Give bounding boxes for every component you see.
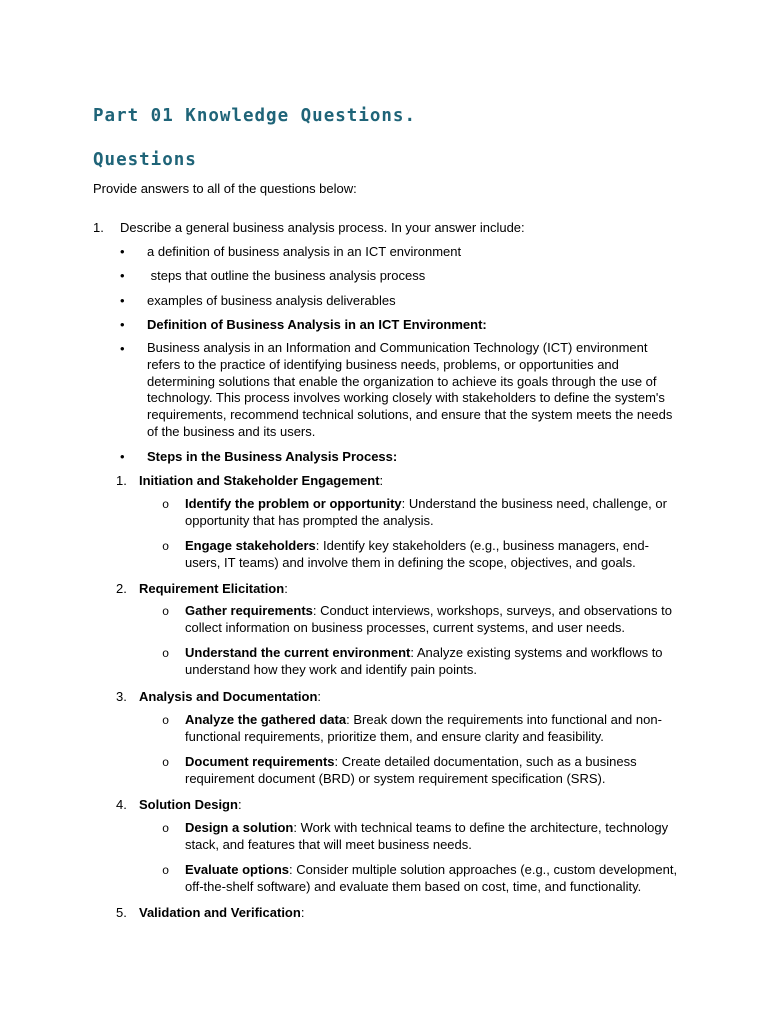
step-item: Design a solution: Work with technical teams to define the architecture, technology stack, and features that will meet business needs. (185, 820, 669, 852)
steps-heading: Steps in the Business Analysis Process: (147, 449, 398, 464)
bullet-marker: • (120, 268, 125, 283)
step-item: Engage stakeholders: Identify key stakeholders (e.g., business managers, end-users, IT teams) and involve them in defining the scope, objectives, and goals. (185, 538, 649, 570)
step-item: Evaluate options: Consider multiple solution approaches (e.g., custom development, off-the-shelf software) and evaluate them based on cost, time, and functionality. (185, 862, 678, 894)
step-title: Requirement Elicitation: (139, 581, 288, 596)
question-bullet: steps that outline the business analysis process (147, 268, 426, 283)
step-item: Identify the problem or opportunity: Understand the business need, challenge, or opportunity that has prompted the analysis. (185, 496, 667, 528)
step-item: Gather requirements: Conduct interviews, workshops, surveys, and observations to collect information on business processes, current systems, and user needs. (185, 603, 672, 635)
step-item: Analyze the gathered data: Break down the requirements into functional and non-functional requirements, prioritize them, and ensure clarity and feasibility. (185, 712, 662, 744)
bullet-marker: • (120, 244, 125, 259)
sub-bullet-marker: o (162, 714, 170, 728)
sub-bullet-marker: o (162, 647, 170, 661)
step-item: Document requirements: Create detailed documentation, such as a business requirement document (BRD) or system requirement specification (SRS). (185, 754, 637, 786)
step-title: Solution Design: (139, 797, 242, 812)
step-number: 4. (116, 797, 127, 812)
sub-bullet-marker: o (162, 822, 170, 836)
step-title: Validation and Verification: (139, 905, 305, 920)
sub-bullet-marker: o (162, 498, 170, 512)
question-text: Describe a general business analysis process. In your answer include: (120, 220, 525, 235)
page-title: Part 01 Knowledge Questions. (93, 106, 417, 126)
definition-body: Business analysis in an Information and Communication Technology (ICT) environment refers to the practice of identifying business needs, problems, or opportunities and determining solutions that enable the organization to achieve its goals through the use of technology. This process involves working closely with stakeholders to define the system's requirements, recommend technical solutions, and ensure that the system meets the needs of the business and its users. (147, 340, 673, 439)
question-bullet: examples of business analysis deliverables (147, 293, 396, 308)
step-item: Understand the current environment: Analyze existing systems and workflows to understand how they work and identify pain points. (185, 645, 663, 677)
section-heading: Questions (93, 150, 197, 170)
sub-bullet-marker: o (162, 756, 170, 770)
step-title: Analysis and Documentation: (139, 689, 322, 704)
sub-bullet-marker: o (162, 864, 170, 878)
question-number: 1. (93, 220, 104, 235)
sub-bullet-marker: o (162, 540, 170, 554)
step-number: 5. (116, 905, 127, 920)
step-title: Initiation and Stakeholder Engagement: (139, 473, 384, 488)
bullet-marker: • (120, 449, 125, 464)
step-number: 2. (116, 581, 127, 596)
bullet-marker: • (120, 341, 125, 356)
bullet-marker: • (120, 293, 125, 308)
sub-bullet-marker: o (162, 605, 170, 619)
question-bullet: a definition of business analysis in an ICT environment (147, 244, 462, 259)
step-number: 1. (116, 473, 127, 488)
intro-text: Provide answers to all of the questions below: (93, 181, 357, 196)
step-number: 3. (116, 689, 127, 704)
bullet-marker: • (120, 317, 125, 332)
definition-heading: Definition of Business Analysis in an ICT Environment: (147, 317, 487, 332)
